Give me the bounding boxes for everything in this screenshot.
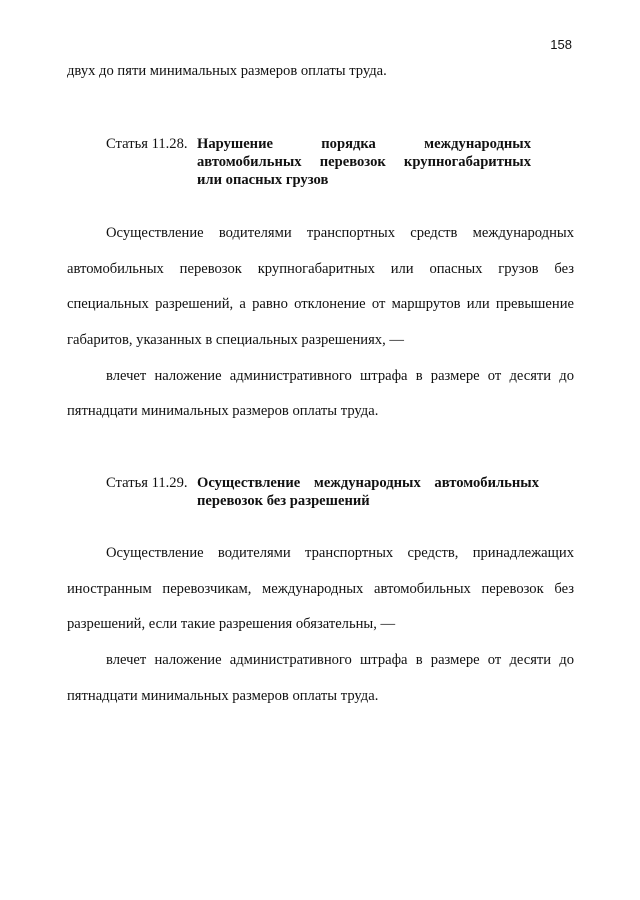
article-title-line: автомобильных перевозок крупногабаритных <box>197 154 531 170</box>
article-title-line: перевозок без разрешений <box>197 493 370 509</box>
continuation-line: двух до пяти минимальных размеров оплаты труда. <box>67 63 387 79</box>
paragraph-line: разрешений, если такие разрешения обязательны, — <box>67 616 396 632</box>
article-label: Статья 11.29. <box>106 475 188 491</box>
paragraph-line: Осуществление водителями транспортных средств международных <box>106 225 574 241</box>
page-number: 158 <box>550 37 572 52</box>
paragraph-line: влечет наложение административного штрафа в размере от десяти до <box>106 652 574 668</box>
paragraph-line: автомобильных перевозок крупногабаритных или опасных грузов без <box>67 261 574 277</box>
article-label: Статья 11.28. <box>106 136 188 152</box>
paragraph-line: специальных разрешений, а равно отклонение от маршрутов или превышение <box>67 296 574 312</box>
paragraph-line: пятнадцати минимальных размеров оплаты труда. <box>67 403 379 419</box>
paragraph-line: пятнадцати минимальных размеров оплаты труда. <box>67 688 379 704</box>
paragraph-line: габаритов, указанных в специальных разрешениях, — <box>67 332 404 348</box>
paragraph-line: иностранным перевозчикам, международных автомобильных перевозок без <box>67 581 574 597</box>
paragraph-line: влечет наложение административного штрафа в размере от десяти до <box>106 368 574 384</box>
article-title-line: Нарушение порядка международных <box>197 136 531 152</box>
article-title-line: или опасных грузов <box>197 172 329 188</box>
paragraph-line: Осуществление водителями транспортных средств, принадлежащих <box>106 545 574 561</box>
article-title-line: Осуществление международных автомобильных <box>197 475 539 491</box>
